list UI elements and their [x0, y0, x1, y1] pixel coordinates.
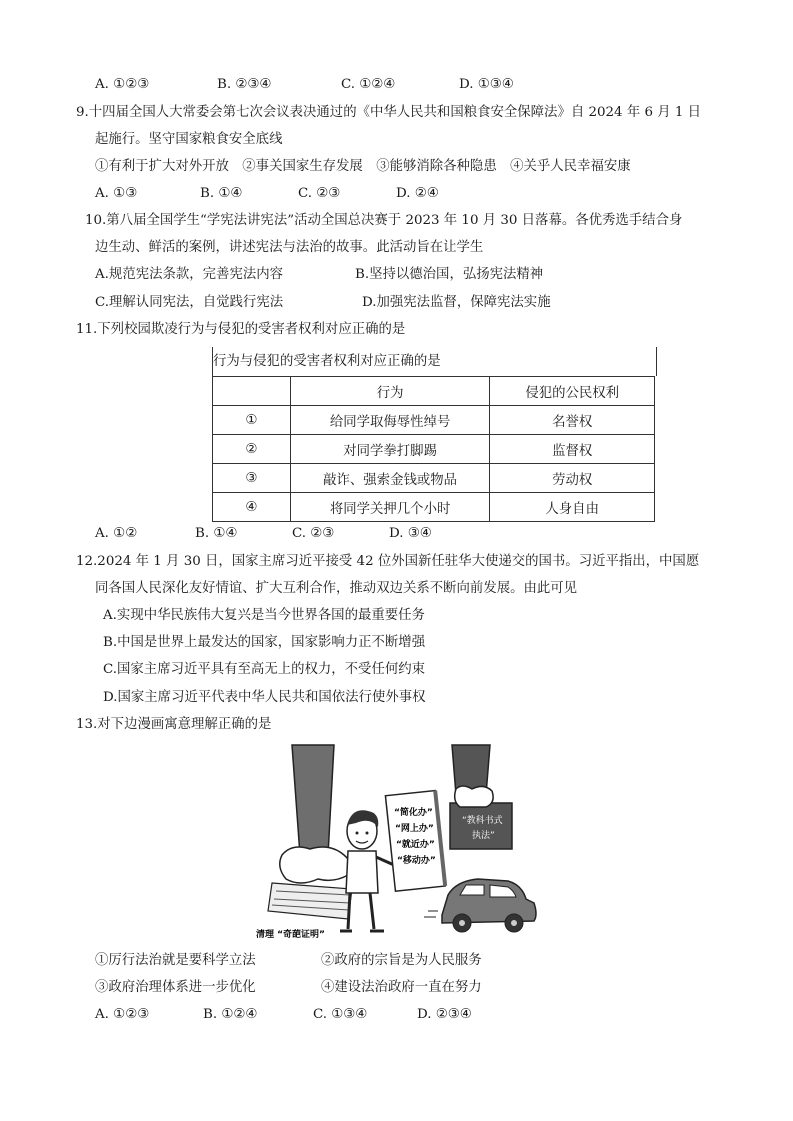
board-line-1: “简化办”	[394, 808, 433, 818]
table-cell: 监督权	[490, 435, 655, 464]
table-cell: 人身自由	[490, 493, 655, 522]
table-header-cell: 侵犯的公民权利	[490, 377, 655, 406]
cartoon-caption: 清理 “奇葩证明”	[256, 930, 325, 940]
q8-option-d: D. ①③④	[459, 77, 514, 92]
table-cell: ④	[213, 493, 291, 522]
table-row	[213, 464, 655, 493]
table-cell: 名誉权	[490, 406, 655, 435]
table-cell: ③	[213, 464, 291, 493]
q11-option-a: A. ①②	[95, 526, 138, 541]
q13-option-b: B. ①②④	[203, 1007, 258, 1022]
q10-stem-line2: 边生动、鲜活的案例，讲述宪法与法治的故事。此活动旨在让学生	[95, 240, 484, 255]
q10-stem-line1: 10.第八届全国学生“学宪法讲宪法”活动全国总决赛于 2023 年 10 月 30 日落幕。各优秀选手结合身	[85, 213, 683, 228]
table-header-row	[213, 377, 655, 406]
q10-option-d: D.加强宪法监督，保障宪法实施	[362, 295, 551, 310]
q11-table-caption: 行为与侵犯的受害者权利对应正确的是	[212, 347, 657, 376]
board-line-4: “移动办”	[397, 856, 436, 866]
board-line-2: “网上办”	[395, 824, 434, 834]
q8-options	[95, 76, 514, 94]
right-hand-icon	[455, 786, 493, 807]
q13-statement-3: ③政府治理体系进一步优化	[95, 980, 256, 995]
q13-option-d: D. ②③④	[417, 1007, 472, 1022]
q9-options	[95, 185, 439, 203]
table-header-cell	[213, 377, 291, 406]
q8-option-c: C. ①②④	[341, 77, 396, 92]
q11-options	[95, 525, 432, 543]
q8-option-a: A. ①②③	[95, 77, 150, 92]
q12-option-d: D.国家主席习近平代表中华人民共和国依法行使外事权	[103, 690, 426, 705]
q11-stem: 11.下列校园欺凌行为与侵犯的受害者权利对应正确的是	[76, 322, 406, 337]
table-cell: 对同学拳打脚踢	[290, 435, 490, 464]
q9-option-b: B. ①④	[200, 186, 243, 201]
paper-stack-icon	[268, 883, 352, 919]
table-cell: ①	[213, 406, 291, 435]
q10-option-c: C.理解认同宪法，自觉践行宪法	[95, 295, 284, 310]
q9-option-c: C. ②③	[298, 186, 341, 201]
q12-option-a: A.实现中华民族伟大复兴是当今世界各国的最重要任务	[103, 608, 425, 623]
cartoon-illustration	[252, 743, 542, 943]
table-cell: 敲诈、强索金钱或物品	[290, 464, 490, 493]
table-cell: 给同学取侮辱性绰号	[290, 406, 490, 435]
man-figure	[340, 810, 394, 931]
q11-option-b: B. ①④	[195, 526, 238, 541]
q10-option-b: B.坚持以德治国，弘扬宪法精神	[355, 267, 544, 282]
law-sign	[450, 803, 512, 849]
q9-stem-line2: 起施行。坚守国家粮食安全底线	[95, 132, 283, 147]
q12-option-c: C.国家主席习近平具有至高无上的权力，不受任何约束	[103, 662, 426, 677]
q12-option-b: B.中国是世界上最发达的国家，国家影响力正不断增强	[103, 635, 426, 650]
q11-option-c: C. ②③	[292, 526, 335, 541]
sign-line-2: 执法”	[472, 831, 495, 841]
q11-rights-table	[212, 376, 655, 522]
table-cell: 将同学关押几个小时	[290, 493, 490, 522]
left-hand-icon	[280, 847, 351, 883]
q13-statement-4: ④建设法治政府一直在努力	[321, 980, 482, 995]
q13-stem: 13.对下边漫画寓意理解正确的是	[76, 717, 272, 732]
q9-option-a: A. ①③	[95, 186, 138, 201]
q13-option-a: A. ①②③	[95, 1007, 150, 1022]
q8-option-b: B. ②③④	[217, 77, 272, 92]
q11-option-d: D. ③④	[389, 526, 432, 541]
q12-stem-line1: 12.2024 年 1 月 30 日，国家主席习近平接受 42 位外国新任驻华大使递交的国书。习近平指出，中国愿	[76, 554, 700, 569]
table-row	[213, 493, 655, 522]
q12-stem-line2: 同各国人民深化友好情谊、扩大互利合作，推动双边关系不断向前发展。由此可见	[95, 581, 578, 596]
table-row	[213, 406, 655, 435]
q13-statement-1: ①厉行法治就是要科学立法	[95, 953, 256, 968]
q9-option-d: D. ②④	[396, 186, 439, 201]
table-header-cell: 行为	[290, 377, 490, 406]
q13-option-c: C. ①③④	[313, 1007, 368, 1022]
left-sleeve	[292, 745, 334, 855]
q10-option-a: A.规范宪法条款，完善宪法内容	[95, 267, 284, 282]
table-row	[213, 435, 655, 464]
table-cell: 劳动权	[490, 464, 655, 493]
sign-line-1: “教科书式	[462, 816, 503, 826]
q13-statement-2: ②政府的宗旨是为人民服务	[321, 953, 482, 968]
table-cell: ②	[213, 435, 291, 464]
board-line-3: “就近办”	[396, 840, 435, 850]
q9-stem-line1: 9.十四届全国人大常委会第七次会议表决通过的《中华人民共和国粮食安全保障法》自 2024 年 6 月 1 日	[76, 105, 702, 120]
q13-options	[95, 1006, 472, 1024]
q9-statements: ①有利于扩大对外开放 ②事关国家生存发展 ③能够消除各种隐患 ④关乎人民幸福安康	[95, 159, 631, 174]
